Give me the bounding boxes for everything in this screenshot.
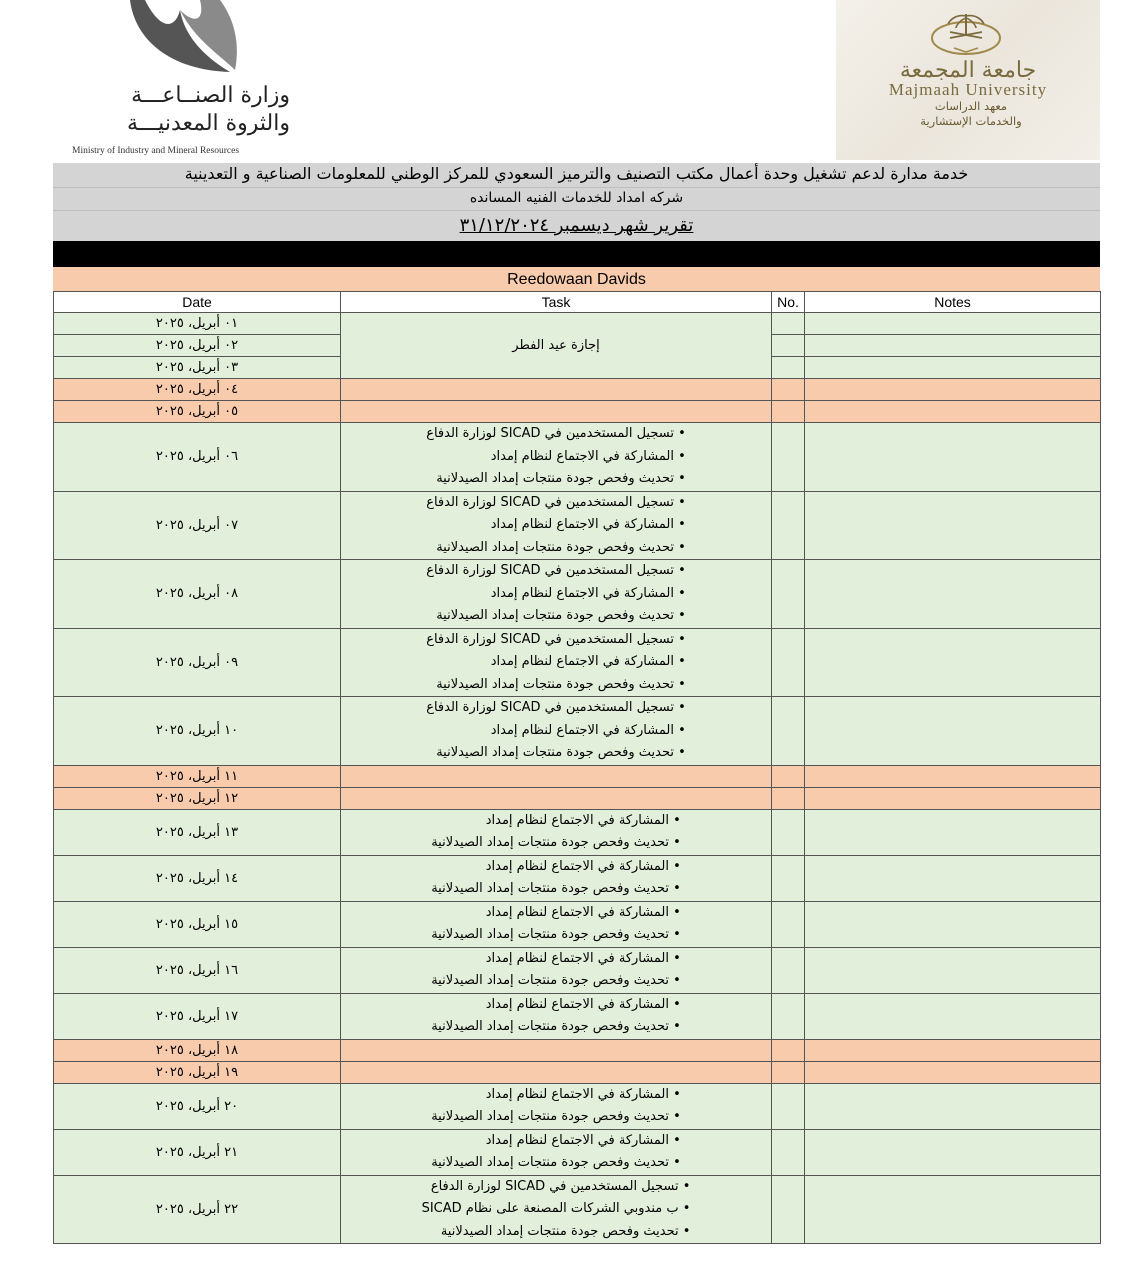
notes-cell — [805, 697, 1101, 766]
date-cell: ١٨ أبريل، ٢٠٢٥ — [54, 1039, 341, 1061]
task-item: • المشاركة في الاجتماع لنظام إمداد — [431, 948, 681, 971]
task-cell — [341, 491, 772, 560]
notes-cell — [805, 313, 1101, 335]
company-title: شركه امداد للخدمات الفنيه المسانده — [53, 188, 1100, 211]
task-cell — [341, 401, 772, 423]
table-row — [54, 379, 1101, 401]
table-row — [54, 401, 1101, 423]
ministry-name-en: Ministry of Industry and Mineral Resources — [72, 146, 240, 156]
table-header-row — [54, 292, 1101, 313]
date-cell: ٢٢ أبريل، ٢٠٢٥ — [54, 1175, 341, 1244]
ministry-name-ar-line2: والثروة المعدنيـــة — [127, 111, 290, 136]
notes-cell — [805, 401, 1101, 423]
date-cell: ١٩ أبريل، ٢٠٢٥ — [54, 1061, 341, 1083]
number-cell — [772, 491, 805, 560]
task-list — [431, 1130, 681, 1175]
table-body — [54, 313, 1101, 1244]
notes-cell — [805, 765, 1101, 787]
notes-cell — [805, 993, 1101, 1039]
column-header-task: Task — [341, 292, 772, 313]
number-cell — [772, 1061, 805, 1083]
task-item: • المشاركة في الاجتماع لنظام إمداد — [431, 1130, 681, 1153]
notes-cell — [805, 1175, 1101, 1244]
task-list — [426, 492, 686, 560]
separator-bar — [53, 241, 1100, 267]
date-cell: ٠٢ أبريل، ٢٠٢٥ — [54, 335, 341, 357]
task-item: • تسجيل المستخدمين في SICAD لوزارة الدفاع — [426, 697, 686, 720]
number-cell — [772, 1039, 805, 1061]
university-name-en: Majmaah University — [888, 80, 1048, 99]
table-row — [54, 1175, 1101, 1244]
number-cell — [772, 357, 805, 379]
task-item: • المشاركة في الاجتماع لنظام إمداد — [426, 720, 686, 743]
task-item: • تحديث وفحص جودة منتجات إمداد الصيدلانية — [426, 742, 686, 765]
institute-name-line1: معهد الدراسات — [934, 99, 1008, 113]
task-item: • تحديث وفحص جودة منتجات إمداد الصيدلانية — [422, 1221, 691, 1244]
task-item: • المشاركة في الاجتماع لنظام إمداد — [431, 856, 681, 879]
number-cell — [772, 628, 805, 697]
employee-name: Reedowaan Davids — [53, 267, 1100, 291]
column-header-date: Date — [54, 292, 341, 313]
task-item: • تسجيل المستخدمين في SICAD لوزارة الدفاع — [422, 1176, 691, 1199]
number-cell — [772, 335, 805, 357]
table-row — [54, 947, 1101, 993]
date-cell: ١٦ أبريل، ٢٠٢٥ — [54, 947, 341, 993]
task-cell: إجازة عيد الفطر — [341, 313, 772, 379]
task-list — [431, 1084, 681, 1129]
task-list — [431, 902, 681, 947]
task-list — [426, 560, 686, 628]
ministry-ribbon-icon — [110, 0, 250, 80]
table-row — [54, 1039, 1101, 1061]
table-row — [54, 787, 1101, 809]
column-header-no: No. — [772, 292, 805, 313]
date-cell: ١٧ أبريل، ٢٠٢٥ — [54, 993, 341, 1039]
date-cell: ١٣ أبريل، ٢٠٢٥ — [54, 809, 341, 855]
task-item: • تحديث وفحص جودة منتجات إمداد الصيدلانية — [431, 1016, 681, 1039]
palm-swords-emblem-icon — [926, 8, 1006, 60]
notes-cell — [805, 357, 1101, 379]
task-item: • المشاركة في الاجتماع لنظام إمداد — [426, 446, 686, 469]
number-cell — [772, 1083, 805, 1129]
task-cell — [341, 1175, 772, 1244]
task-item: • المشاركة في الاجتماع لنظام إمداد — [431, 902, 681, 925]
task-list — [431, 994, 681, 1039]
task-list — [431, 948, 681, 993]
task-cell — [341, 379, 772, 401]
task-cell — [341, 1061, 772, 1083]
number-cell — [772, 1129, 805, 1175]
notes-cell — [805, 1061, 1101, 1083]
ministry-name-ar-line1: وزارة الصنــاعـــة — [131, 83, 290, 108]
task-item: • تسجيل المستخدمين في SICAD لوزارة الدفاع — [426, 560, 686, 583]
report-title: تقرير شهر ديسمبر ٣١/١٢/٢٠٢٤ — [53, 211, 1100, 242]
table-row — [54, 855, 1101, 901]
number-cell — [772, 401, 805, 423]
table-row — [54, 1129, 1101, 1175]
task-list — [426, 697, 686, 765]
date-cell: ٢١ أبريل، ٢٠٢٥ — [54, 1129, 341, 1175]
task-item: • تحديث وفحص جودة منتجات إمداد الصيدلانية — [431, 970, 681, 993]
table-row — [54, 423, 1101, 492]
task-cell — [341, 1083, 772, 1129]
date-cell: ١٥ أبريل، ٢٠٢٥ — [54, 901, 341, 947]
task-item: • تحديث وفحص جودة منتجات إمداد الصيدلانية — [426, 468, 686, 491]
activity-table — [53, 291, 1101, 1244]
notes-cell — [805, 901, 1101, 947]
task-cell — [341, 1039, 772, 1061]
task-item: • المشاركة في الاجتماع لنظام إمداد — [431, 1084, 681, 1107]
task-cell — [341, 423, 772, 492]
date-cell: ٠٨ أبريل، ٢٠٢٥ — [54, 560, 341, 629]
date-cell: ٠٥ أبريل، ٢٠٢٥ — [54, 401, 341, 423]
notes-cell — [805, 1129, 1101, 1175]
number-cell — [772, 787, 805, 809]
number-cell — [772, 313, 805, 335]
column-header-notes: Notes — [805, 292, 1101, 313]
task-item: • تحديث وفحص جودة منتجات إمداد الصيدلانية — [426, 537, 686, 560]
task-list — [422, 1176, 691, 1244]
date-cell: ٠٤ أبريل، ٢٠٢٥ — [54, 379, 341, 401]
notes-cell — [805, 379, 1101, 401]
task-item: • تحديث وفحص جودة منتجات إمداد الصيدلانية — [431, 1106, 681, 1129]
task-item: • المشاركة في الاجتماع لنظام إمداد — [431, 994, 681, 1017]
table-row — [54, 491, 1101, 560]
task-item: • المشاركة في الاجتماع لنظام إمداد — [431, 810, 681, 833]
table-row — [54, 313, 1101, 335]
number-cell — [772, 1175, 805, 1244]
task-item: • تحديث وفحص جودة منتجات إمداد الصيدلانية — [426, 605, 686, 628]
task-item: • تحديث وفحص جودة منتجات إمداد الصيدلانية — [431, 1152, 681, 1175]
notes-cell — [805, 335, 1101, 357]
number-cell — [772, 809, 805, 855]
task-item: • تحديث وفحص جودة منتجات إمداد الصيدلانية — [431, 878, 681, 901]
task-list — [431, 856, 681, 901]
task-cell — [341, 697, 772, 766]
task-cell — [341, 809, 772, 855]
date-cell: ١٠ أبريل، ٢٠٢٥ — [54, 697, 341, 766]
task-cell — [341, 993, 772, 1039]
table-row — [54, 993, 1101, 1039]
number-cell — [772, 947, 805, 993]
table-row — [54, 1083, 1101, 1129]
notes-cell — [805, 809, 1101, 855]
table-row — [54, 560, 1101, 629]
number-cell — [772, 901, 805, 947]
task-cell — [341, 947, 772, 993]
notes-cell — [805, 787, 1101, 809]
date-cell: ٠٩ أبريل، ٢٠٢٥ — [54, 628, 341, 697]
table-row — [54, 1061, 1101, 1083]
task-cell — [341, 901, 772, 947]
task-list — [431, 810, 681, 855]
task-item: • تسجيل المستخدمين في SICAD لوزارة الدفاع — [426, 629, 686, 652]
task-item: • تحديث وفحص جودة منتجات إمداد الصيدلانية — [426, 674, 686, 697]
table-row — [54, 765, 1101, 787]
university-name-ar: جامعة المجمعة — [899, 58, 1037, 83]
notes-cell — [805, 855, 1101, 901]
number-cell — [772, 765, 805, 787]
institute-name-line2: والخدمات الإستشارية — [920, 114, 1022, 128]
task-cell — [341, 1129, 772, 1175]
notes-cell — [805, 491, 1101, 560]
task-cell — [341, 787, 772, 809]
table-row — [54, 697, 1101, 766]
number-cell — [772, 993, 805, 1039]
number-cell — [772, 379, 805, 401]
task-item: • المشاركة في الاجتماع لنظام إمداد — [426, 651, 686, 674]
task-item: • تسجيل المستخدمين في SICAD لوزارة الدفاع — [426, 492, 686, 515]
notes-cell — [805, 947, 1101, 993]
institute-name — [896, 99, 1046, 129]
ministry-name-ar — [70, 82, 290, 138]
date-cell: ٠٦ أبريل، ٢٠٢٥ — [54, 423, 341, 492]
task-item: • تسجيل المستخدمين في SICAD لوزارة الدفاع — [426, 423, 686, 446]
task-item: • المشاركة في الاجتماع لنظام إمداد — [426, 514, 686, 537]
task-item: • ب مندوبي الشركات المصنعة على نظام SICAD — [422, 1198, 691, 1221]
number-cell — [772, 423, 805, 492]
table-row — [54, 628, 1101, 697]
notes-cell — [805, 423, 1101, 492]
task-cell — [341, 765, 772, 787]
task-item: • المشاركة في الاجتماع لنظام إمداد — [426, 583, 686, 606]
date-cell: ١٢ أبريل، ٢٠٢٥ — [54, 787, 341, 809]
notes-cell — [805, 1039, 1101, 1061]
notes-cell — [805, 1083, 1101, 1129]
table-row — [54, 809, 1101, 855]
ministry-logo — [60, 0, 300, 160]
notes-cell — [805, 560, 1101, 629]
number-cell — [772, 697, 805, 766]
task-cell — [341, 628, 772, 697]
university-logo — [836, 0, 1100, 160]
task-cell — [341, 855, 772, 901]
date-cell: ٢٠ أبريل، ٢٠٢٥ — [54, 1083, 341, 1129]
date-cell: ٠٣ أبريل، ٢٠٢٥ — [54, 357, 341, 379]
date-cell: ١١ أبريل، ٢٠٢٥ — [54, 765, 341, 787]
number-cell — [772, 855, 805, 901]
number-cell — [772, 560, 805, 629]
date-cell: ٠٧ أبريل، ٢٠٢٥ — [54, 491, 341, 560]
task-cell — [341, 560, 772, 629]
table-row — [54, 901, 1101, 947]
task-list — [426, 629, 686, 697]
date-cell: ١٤ أبريل، ٢٠٢٥ — [54, 855, 341, 901]
date-cell: ٠١ أبريل، ٢٠٢٥ — [54, 313, 341, 335]
task-item: • تحديث وفحص جودة منتجات إمداد الصيدلانية — [431, 832, 681, 855]
service-title: خدمة مدارة لدعم تشغيل وحدة أعمال مكتب التصنيف والترميز السعودي للمركز الوطني للمعلومات الصناعية و التعدينية — [53, 163, 1100, 188]
notes-cell — [805, 628, 1101, 697]
task-item: • تحديث وفحص جودة منتجات إمداد الصيدلانية — [431, 924, 681, 947]
task-list — [426, 423, 686, 491]
